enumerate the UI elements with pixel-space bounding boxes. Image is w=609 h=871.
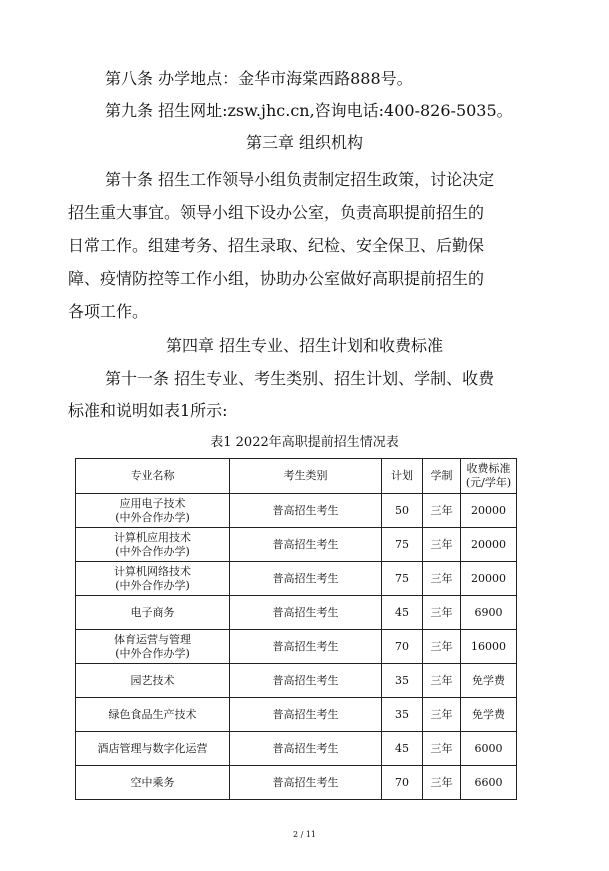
cell-fee: 免学费 bbox=[461, 698, 517, 732]
cell-duration: 三年 bbox=[423, 596, 461, 630]
table-header-row bbox=[76, 459, 517, 494]
cell-fee: 6000 bbox=[461, 732, 517, 766]
cell-fee: 16000 bbox=[461, 630, 517, 664]
cell-plan: 75 bbox=[382, 528, 423, 562]
cell-category: 普高招生考生 bbox=[230, 562, 382, 596]
cell-fee: 20000 bbox=[461, 562, 517, 596]
cell-category: 普高招生考生 bbox=[230, 494, 382, 528]
article-11-line-2: 标准和说明如表1所示: bbox=[68, 401, 228, 420]
header-fee-line-1: 收费标准 bbox=[466, 462, 511, 475]
article-10-line-1: 第十条 招生工作领导小组负责制定招生政策，讨论决定 bbox=[105, 170, 495, 189]
cell-plan: 35 bbox=[382, 664, 423, 698]
cell-category: 普高招生考生 bbox=[230, 766, 382, 800]
cell-duration: 三年 bbox=[423, 494, 461, 528]
table-row bbox=[76, 630, 517, 664]
cell-plan: 50 bbox=[382, 494, 423, 528]
cell-fee: 6600 bbox=[461, 766, 517, 800]
header-plan: 计划 bbox=[382, 459, 423, 494]
cell-major bbox=[76, 528, 230, 562]
major-note: (中外合作办学) bbox=[115, 544, 190, 558]
cell-plan: 70 bbox=[382, 630, 423, 664]
major-name: 绿色食品生产技术 bbox=[108, 707, 197, 721]
cell-major bbox=[76, 562, 230, 596]
major-name: 计算机网络技术 bbox=[114, 564, 191, 578]
cell-duration: 三年 bbox=[423, 528, 461, 562]
major-note: (中外合作办学) bbox=[115, 578, 190, 592]
page-number: 2 / 11 bbox=[292, 830, 317, 839]
cell-duration: 三年 bbox=[423, 732, 461, 766]
enrollment-table bbox=[75, 458, 517, 800]
cell-duration: 三年 bbox=[423, 562, 461, 596]
table-row bbox=[76, 698, 517, 732]
chapter-4-heading: 第四章 招生专业、招生计划和收费标准 bbox=[165, 336, 444, 355]
cell-major bbox=[76, 494, 230, 528]
cell-category: 普高招生考生 bbox=[230, 596, 382, 630]
table-row bbox=[76, 562, 517, 596]
table-row bbox=[76, 528, 517, 562]
header-fee-line-2: (元/学年) bbox=[465, 476, 512, 489]
cell-plan: 35 bbox=[382, 698, 423, 732]
cell-plan: 45 bbox=[382, 732, 423, 766]
cell-category: 普高招生考生 bbox=[230, 732, 382, 766]
cell-category: 普高招生考生 bbox=[230, 698, 382, 732]
cell-major bbox=[76, 766, 230, 800]
header-category: 考生类别 bbox=[230, 459, 382, 494]
cell-major bbox=[76, 630, 230, 664]
header-duration: 学制 bbox=[423, 459, 461, 494]
major-name: 计算机应用技术 bbox=[114, 530, 191, 544]
table-row bbox=[76, 596, 517, 630]
table-row bbox=[76, 664, 517, 698]
cell-category: 普高招生考生 bbox=[230, 664, 382, 698]
cell-category: 普高招生考生 bbox=[230, 528, 382, 562]
cell-duration: 三年 bbox=[423, 766, 461, 800]
table-caption: 表1 2022年高职提前招生情况表 bbox=[210, 435, 399, 450]
major-name: 电子商务 bbox=[130, 605, 175, 619]
article-10-line-5: 各项工作。 bbox=[68, 302, 149, 321]
table-row bbox=[76, 766, 517, 800]
major-name: 应用电子技术 bbox=[119, 496, 186, 510]
cell-major bbox=[76, 732, 230, 766]
major-note: (中外合作办学) bbox=[115, 510, 190, 524]
cell-plan: 70 bbox=[382, 766, 423, 800]
article-11-line-1: 第十一条 招生专业、考生类别、招生计划、学制、收费 bbox=[105, 369, 495, 388]
cell-duration: 三年 bbox=[423, 664, 461, 698]
cell-major bbox=[76, 596, 230, 630]
cell-fee: 20000 bbox=[461, 494, 517, 528]
article-9: 第九条 招生网址:zsw.jhc.cn,咨询电话:400-826-5035。 bbox=[105, 101, 513, 120]
major-name: 园艺技术 bbox=[130, 673, 175, 687]
cell-major bbox=[76, 698, 230, 732]
cell-fee: 6900 bbox=[461, 596, 517, 630]
article-10-line-4: 障、疫情防控等工作小组，协助办公室做好高职提前招生的 bbox=[68, 269, 485, 288]
table-row bbox=[76, 732, 517, 766]
header-major: 专业名称 bbox=[76, 459, 230, 494]
article-10-line-3: 日常工作。组建考务、招生录取、纪检、安全保卫、后勤保 bbox=[68, 236, 485, 255]
article-8: 第八条 办学地点：金华市海棠西路888号。 bbox=[105, 69, 413, 88]
major-note: (中外合作办学) bbox=[115, 646, 190, 660]
cell-duration: 三年 bbox=[423, 630, 461, 664]
cell-plan: 45 bbox=[382, 596, 423, 630]
chapter-3-heading: 第三章 组织机构 bbox=[245, 133, 364, 152]
cell-fee: 免学费 bbox=[461, 664, 517, 698]
major-name: 空中乘务 bbox=[130, 775, 175, 789]
major-name: 体育运营与管理 bbox=[114, 632, 191, 646]
cell-category: 普高招生考生 bbox=[230, 630, 382, 664]
major-name: 酒店管理与数字化运营 bbox=[97, 741, 208, 755]
cell-fee: 20000 bbox=[461, 528, 517, 562]
article-10-line-2: 招生重大事宜。领导小组下设办公室，负责高职提前招生的 bbox=[68, 203, 485, 222]
cell-major bbox=[76, 664, 230, 698]
cell-duration: 三年 bbox=[423, 698, 461, 732]
cell-plan: 75 bbox=[382, 562, 423, 596]
header-fee bbox=[461, 459, 517, 494]
table-row bbox=[76, 494, 517, 528]
